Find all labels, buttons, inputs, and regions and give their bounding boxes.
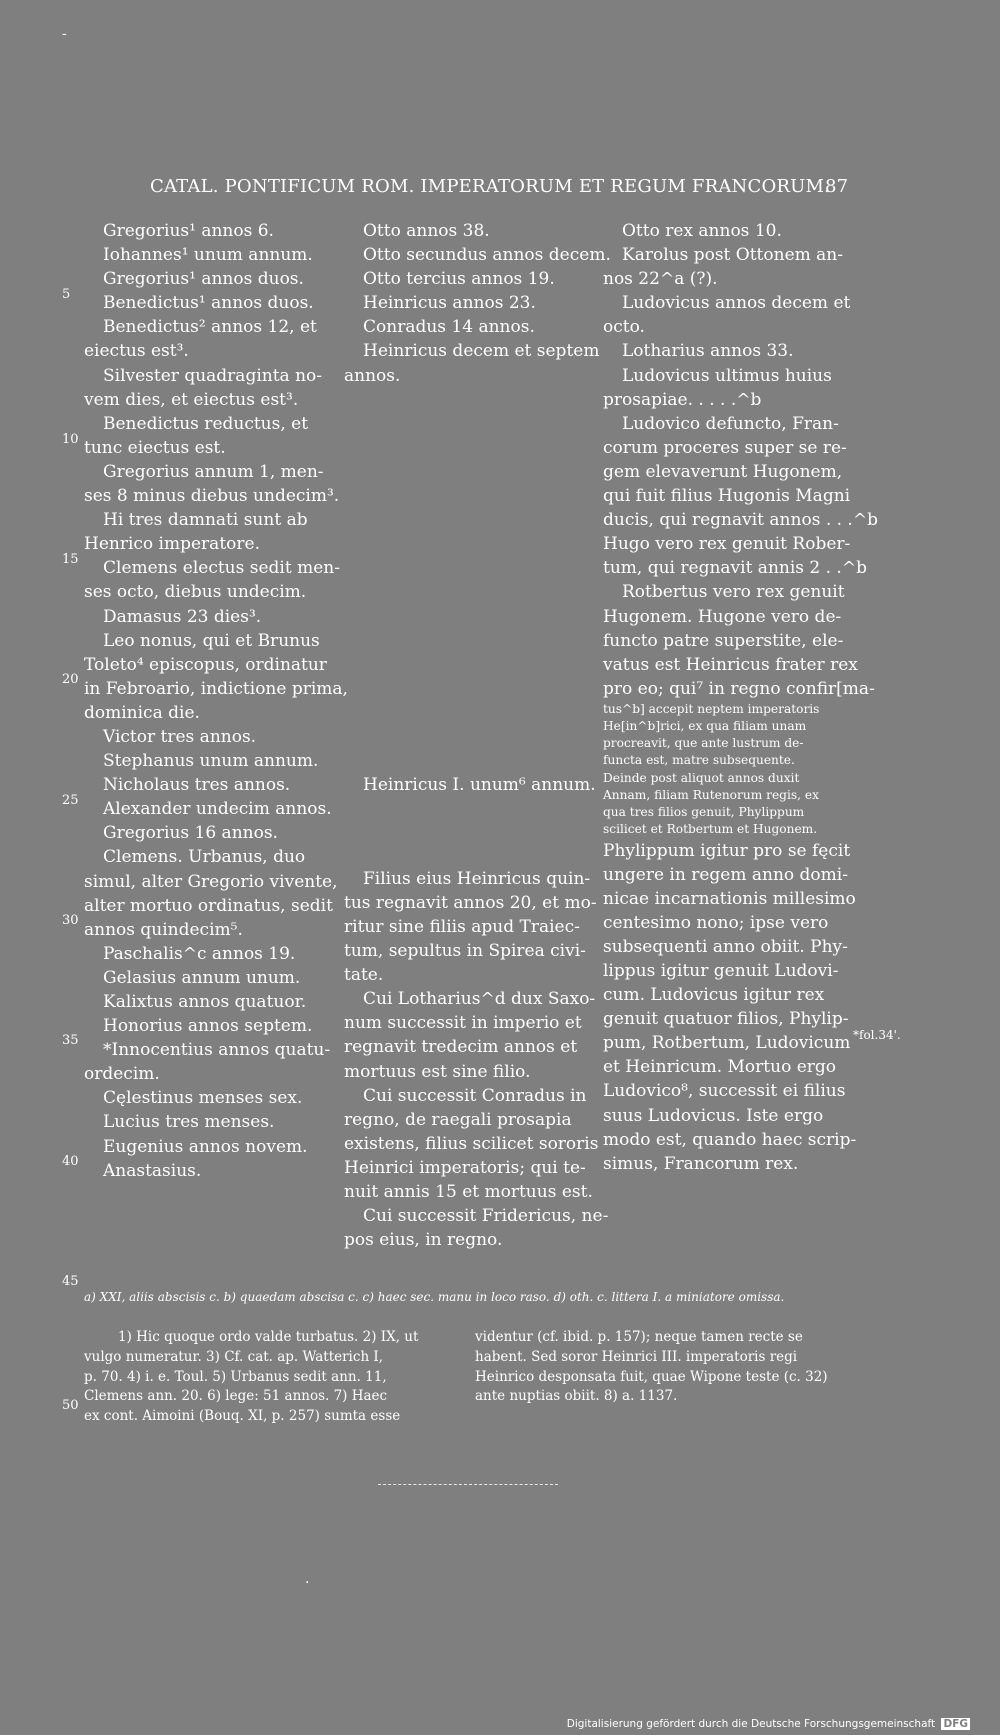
divider-rule xyxy=(378,1484,558,1485)
text-line: Benedictus² annos 12, et xyxy=(103,317,317,338)
text-line: Silvester quadraginta no- xyxy=(103,365,323,386)
text-line: annos quindecim⁵. xyxy=(84,919,243,940)
text-line: ungere in regem anno domi- xyxy=(603,864,848,885)
note-line: videntur (cf. ibid. p. 157); neque tamen recte se xyxy=(475,1329,803,1345)
text-line: modo est, quando haec scrip- xyxy=(603,1129,857,1150)
text-line: genuit quatuor filios, Phylip- xyxy=(603,1009,849,1030)
text-line: ses octo, diebus undecim. xyxy=(84,582,307,603)
text-line: nos 22^a (?). xyxy=(603,269,718,290)
text-line: Alexander undecim annos. xyxy=(103,799,332,820)
text-line: ordecim. xyxy=(84,1064,160,1085)
text-line: qui fuit filius Hugonis Magni xyxy=(603,486,851,507)
line-number: 15 xyxy=(62,552,79,567)
text-line: Anastasius. xyxy=(103,1160,202,1181)
stray-mark: - xyxy=(62,26,67,42)
text-line: centesimo nono; ipse vero xyxy=(603,912,829,933)
text-line: Otto annos 38. xyxy=(363,221,490,241)
text-line: Otto secundus annos decem. xyxy=(363,245,611,266)
text-line: tus regnavit annos 20, et mo- xyxy=(344,892,597,913)
dfg-logo: DFG xyxy=(943,1718,968,1730)
text-line: Paschalis^c annos 19. xyxy=(103,943,296,964)
text-line: vatus est Heinricus frater rex xyxy=(603,654,858,675)
text-line: Ludovico⁸, successit ei filius xyxy=(603,1081,846,1102)
text-line: nicae incarnationis millesimo xyxy=(603,888,856,909)
line-number: 40 xyxy=(62,1154,79,1169)
line-number: 30 xyxy=(62,913,79,928)
text-line: regnavit tredecim annos et xyxy=(344,1037,578,1058)
text-line: pro eo; qui⁷ in regno confir[ma- xyxy=(603,678,875,699)
note-line: 1) Hic quoque ordo valde turbatus. 2) IX, ut xyxy=(118,1329,419,1345)
text-line: Nicholaus tres annos. xyxy=(103,775,291,796)
text-line: Heinricus I. unum⁶ annum. xyxy=(363,774,596,795)
text-line: Cęlestinus menses sex. xyxy=(103,1088,303,1109)
text-line: Cui Lotharius^d dux Saxo- xyxy=(363,989,596,1010)
text-line: Lotharius annos 33. xyxy=(622,341,794,362)
small-text-line: He[in^b]rici, ex qua filiam unam xyxy=(603,719,807,734)
text-line: Victor tres annos. xyxy=(103,726,257,747)
text-line: tunc eiectus est. xyxy=(84,437,226,458)
text-line: Benedictus¹ annos duos. xyxy=(103,293,314,314)
note-line: Heinrico desponsata fuit, quae Wipone teste (c. 32) xyxy=(475,1368,828,1385)
text-line: et Heinricum. Mortuo ergo xyxy=(603,1057,837,1078)
text-line: Kalixtus annos quatuor. xyxy=(103,992,307,1012)
text-line: *Innocentius annos quatu- xyxy=(103,1040,331,1061)
note-line: habent. Sed soror Heinrici III. imperatoris regi xyxy=(475,1348,798,1365)
line-number: 5 xyxy=(62,287,71,302)
text-line: Stephanus unum annum. xyxy=(103,751,319,772)
text-line: Eugenius annos novem. xyxy=(103,1136,308,1157)
line-number: 50 xyxy=(62,1398,79,1413)
line-number: 45 xyxy=(62,1274,79,1289)
text-line: tate. xyxy=(344,965,384,986)
line-number: 25 xyxy=(62,793,79,808)
note-line: Clemens ann. 20. 6) lege: 51 annos. 7) Haec xyxy=(84,1388,388,1405)
text-line: Rotbertus vero rex genuit xyxy=(622,582,845,603)
text-line: Gregorius annum 1, men- xyxy=(103,461,324,482)
text-line: Otto rex annos 10. xyxy=(622,221,782,241)
text-line: pos eius, in regno. xyxy=(344,1230,503,1251)
text-line: gem elevaverunt Hugonem, xyxy=(603,461,843,482)
text-line: Cui successit Fridericus, ne- xyxy=(363,1206,609,1227)
text-line: Phylippum igitur pro se fęcit xyxy=(603,840,851,861)
text-line: cum. Ludovicus igitur rex xyxy=(603,985,825,1006)
text-line: Gregorius 16 annos. xyxy=(103,823,278,844)
page-number: 87 xyxy=(825,176,849,197)
text-line: annos. xyxy=(344,365,401,386)
line-number: 10 xyxy=(62,432,79,447)
text-line: Otto tercius annos 19. xyxy=(363,269,555,290)
text-line: Heinricus annos 23. xyxy=(363,293,536,314)
text-line: Gregorius¹ annos duos. xyxy=(103,269,304,290)
column-emperors xyxy=(344,219,611,1252)
text-line: Ludovicus annos decem et xyxy=(622,293,851,314)
text-line: regno, de raegali prosapia xyxy=(344,1109,572,1130)
small-text-line: functa est, matre subsequente. xyxy=(603,753,795,768)
note-line: ex cont. Aimoini (Bouq. XI, p. 257) sumta esse xyxy=(84,1408,401,1425)
text-line: Cui successit Conradus in xyxy=(363,1085,587,1106)
text-line: Ludovico defuncto, Fran- xyxy=(622,413,839,434)
text-line: suus Ludovicus. Iste ergo xyxy=(603,1105,824,1126)
text-line: dominica die. xyxy=(84,702,200,723)
text-line: Clemens. Urbanus, duo xyxy=(103,847,306,868)
text-line: eiectus est³. xyxy=(84,341,189,362)
text-line: Lucius tres menses. xyxy=(103,1112,275,1133)
text-line: Gelasius annum unum. xyxy=(103,967,301,988)
text-line: pum, Rotbertum, Ludovicum xyxy=(603,1033,851,1054)
stray-mark: · xyxy=(305,1575,310,1591)
text-line: Hugo vero rex genuit Rober- xyxy=(603,534,851,555)
text-line: Henrico imperatore. xyxy=(84,534,260,555)
text-line: Damasus 23 dies³. xyxy=(103,606,262,627)
text-line: Benedictus reductus, et xyxy=(103,413,309,434)
text-line: Hugonem. Hugone vero de- xyxy=(603,606,842,627)
text-line: Iohannes¹ unum annum. xyxy=(103,245,313,266)
footnotes-left xyxy=(84,1328,464,1427)
text-line: ritur sine filiis apud Traiec- xyxy=(344,916,580,937)
text-line: tum, qui regnavit annis 2 . .^b xyxy=(603,558,867,579)
text-line: octo. xyxy=(603,317,645,338)
note-line: ante nuptias obiit. 8) a. 1137. xyxy=(475,1388,678,1405)
footnotes-right xyxy=(475,1328,850,1407)
critical-apparatus: a) XXI, aliis abscisis c. b) quaedam abscisa c. c) haec sec. manu in loco raso. d) oth. c. littera I. a miniatore omissa. xyxy=(84,1290,785,1304)
text-line: subsequenti anno obiit. Phy- xyxy=(603,936,848,957)
text-line: ducis, qui regnavit annos . . .^b xyxy=(603,510,878,531)
text-line: lippus igitur genuit Ludovi- xyxy=(603,960,839,981)
text-line: existens, filius scilicet sororis xyxy=(344,1133,599,1154)
small-text-line: tus^b] accepit neptem imperatoris xyxy=(603,701,820,716)
folio-marginal-note: *fol.34'. xyxy=(853,1028,901,1042)
text-line: Gregorius¹ annos 6. xyxy=(103,221,274,241)
text-line: prosapiae. . . . .^b xyxy=(603,389,762,410)
text-line: simul, alter Gregorio vivente, xyxy=(84,871,338,892)
text-line: in Febroario, indictione prima, xyxy=(84,678,348,699)
small-text-line: procreavit, que ante lustrum de- xyxy=(603,736,804,751)
text-line: Clemens electus sedit men- xyxy=(103,558,340,579)
text-line: Karolus post Ottonem an- xyxy=(622,245,843,266)
text-line: Heinricus decem et septem xyxy=(363,341,600,362)
text-line: corum proceres super se re- xyxy=(603,437,847,458)
text-line: Ludovicus ultimus huius xyxy=(622,365,832,386)
text-line: tum, sepultus in Spirea civi- xyxy=(344,941,586,962)
line-number: 35 xyxy=(62,1033,79,1048)
text-line: Conradus 14 annos. xyxy=(363,317,535,338)
small-text-line: Annam, filiam Rutenorum regis, ex xyxy=(603,787,819,802)
text-line: Hi tres damnati sunt ab xyxy=(103,510,308,531)
small-text-line: Deinde post aliquot annos duxit xyxy=(603,770,800,785)
note-line: vulgo numeratur. 3) Cf. cat. ap. Watterich I, xyxy=(84,1348,384,1365)
text-line: Toleto⁴ episcopus, ordinatur xyxy=(84,654,327,675)
text-line: simus, Francorum rex. xyxy=(603,1153,799,1174)
text-line: functo patre superstite, ele- xyxy=(603,630,844,651)
small-text-line: qua tres filios genuit, Phylippum xyxy=(603,805,805,820)
text-line: Heinrici imperatoris; qui te- xyxy=(344,1157,586,1178)
text-line: ses 8 minus diebus undecim³. xyxy=(84,486,340,507)
note-line: p. 70. 4) i. e. Toul. 5) Urbanus sedit ann. 11, xyxy=(84,1368,387,1385)
text-line: nuit annis 15 et mortuus est. xyxy=(344,1181,593,1202)
credit-text: Digitalisierung gefördert durch die Deutsche Forschungsgemeinschaft xyxy=(566,1718,936,1730)
text-line: num successit in imperio et xyxy=(344,1013,582,1034)
text-line: vem dies, et eiectus est³. xyxy=(84,389,299,410)
text-line: alter mortuo ordinatus, sedit xyxy=(84,895,333,916)
text-line: Honorius annos septem. xyxy=(103,1016,313,1037)
line-number: 20 xyxy=(62,672,79,687)
small-text-line: scilicet et Rotbertum et Hugonem. xyxy=(603,822,818,837)
text-line: Filius eius Heinricus quin- xyxy=(363,868,591,889)
digitization-credit xyxy=(567,1718,970,1730)
page-title: CATAL. PONTIFICUM ROM. IMPERATORUM ET REGUM FRANCORUM. xyxy=(150,176,831,197)
text-line: mortuus est sine filio. xyxy=(344,1061,531,1082)
text-line: Leo nonus, qui et Brunus xyxy=(103,630,320,651)
column-popes xyxy=(84,219,348,1183)
